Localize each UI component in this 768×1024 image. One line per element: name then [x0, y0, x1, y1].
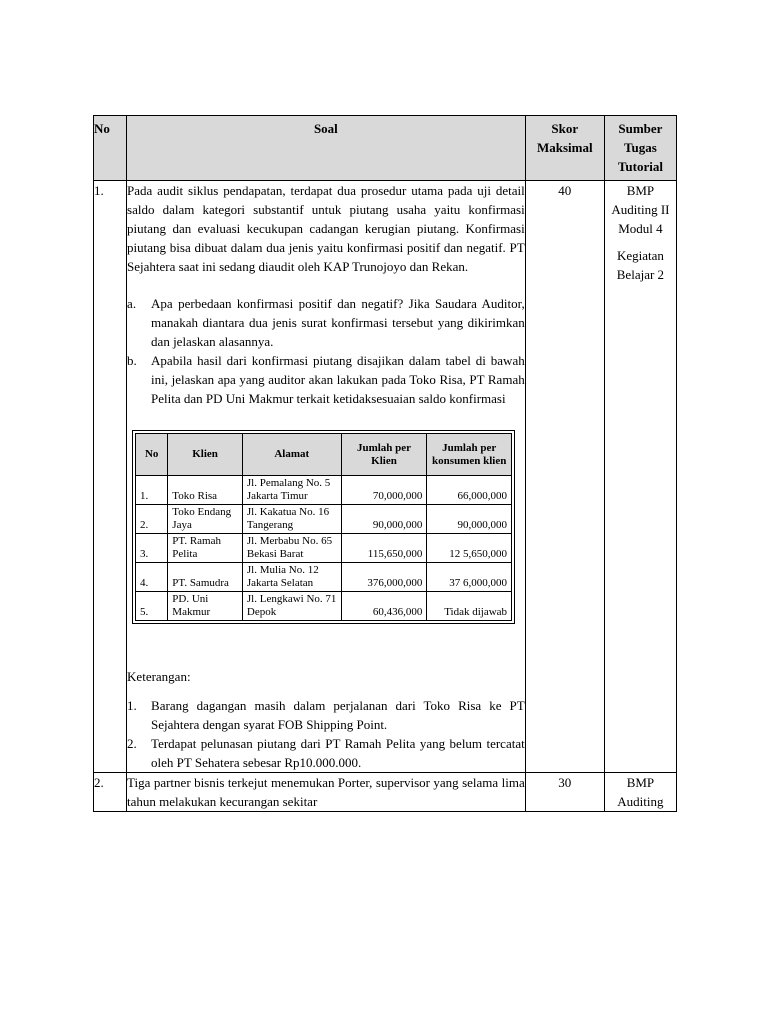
note-marker: 1. [127, 698, 137, 713]
col-klien: Klien [168, 434, 243, 476]
header-skor: Skor Maksimal [525, 116, 604, 181]
question-row-2 [94, 773, 677, 812]
row-jumlah-konsumen: 12 5,650,000 [427, 534, 512, 563]
row-jumlah-konsumen: 90,000,000 [427, 505, 512, 534]
col-alamat: Alamat [242, 434, 341, 476]
source-cell [604, 181, 676, 773]
assignment-table [93, 115, 677, 812]
question-number: 1. [94, 181, 127, 773]
note-text: Terdapat pelunasan piutang dari PT Ramah Pelita yang belum tercatat oleh PT Sehatera sebesar Rp10.000.000. [151, 736, 525, 770]
note-marker: 2. [127, 736, 137, 751]
row-jumlah-klien: 70,000,000 [341, 476, 427, 505]
sub-question-marker: b. [127, 353, 137, 368]
col-jumlah-konsumen: Jumlah per konsumen klien [427, 434, 512, 476]
question-number: 2. [94, 773, 127, 812]
row-alamat: Jl. Merbabu No. 65 Bekasi Barat [242, 534, 341, 563]
receivables-table-frame [132, 430, 515, 624]
table-row [136, 476, 512, 505]
sub-question-a [127, 294, 525, 351]
header-sumber: Sumber Tugas Tutorial [604, 116, 676, 181]
row-alamat: Jl. Pemalang No. 5 Jakarta Timur [242, 476, 341, 505]
notes-list [127, 696, 525, 772]
row-klien: Toko Endang Jaya [168, 505, 243, 534]
row-jumlah-klien: 376,000,000 [341, 563, 427, 592]
header-soal: Soal [127, 116, 526, 181]
row-no: 3. [136, 534, 168, 563]
source-activity: Kegiatan Belajar 2 [616, 248, 665, 282]
row-klien: Toko Risa [168, 476, 243, 505]
score-cell: 30 [525, 773, 604, 812]
row-jumlah-klien: 60,436,000 [341, 592, 427, 621]
table-row [136, 592, 512, 621]
table-row [136, 563, 512, 592]
row-no: 4. [136, 563, 168, 592]
header-row [94, 116, 677, 181]
sub-question-list [127, 294, 525, 408]
note-item [127, 696, 525, 734]
note-item [127, 734, 525, 772]
question-row-1 [94, 181, 677, 773]
question-intro: Tiga partner bisnis terkejut menemukan Porter, supervisor yang selama lima tahun melakukan kecurangan sekitar [127, 773, 526, 812]
row-alamat: Jl. Kakatua No. 16 Tangerang [242, 505, 341, 534]
notes-label: Keterangan: [127, 669, 191, 684]
col-jumlah-klien: Jumlah per Klien [341, 434, 427, 476]
sub-question-b [127, 351, 525, 408]
sub-question-text: Apa perbedaan konfirmasi positif dan negatif? Jika Saudara Auditor, manakah diantara dua jenis surat konfirmasi tersebut yang dikirimkan dan jelaskan alasannya. [151, 296, 525, 349]
source-text: BMP Auditing [604, 773, 676, 812]
row-klien: PT. Samudra [168, 563, 243, 592]
row-alamat: Jl. Lengkawi No. 71 Depok [242, 592, 341, 621]
row-jumlah-klien: 90,000,000 [341, 505, 427, 534]
question-content [127, 181, 526, 773]
row-jumlah-konsumen: Tidak dijawab [427, 592, 512, 621]
row-jumlah-konsumen: 37 6,000,000 [427, 563, 512, 592]
table-row [136, 505, 512, 534]
row-no: 5. [136, 592, 168, 621]
sub-question-text: Apabila hasil dari konfirmasi piutang disajikan dalam tabel di bawah ini, jelaskan apa yang auditor akan lakukan pada Toko Risa, PT Ramah Pelita dan PD Uni Makmur terkait ketidaksesuaian saldo konfirmasi [151, 353, 525, 406]
row-klien: PT. Ramah Pelita [168, 534, 243, 563]
table-row [136, 534, 512, 563]
header-no: No [94, 116, 127, 181]
row-klien: PD. Uni Makmur [168, 592, 243, 621]
row-alamat: Jl. Mulia No. 12 Jakarta Selatan [242, 563, 341, 592]
row-no: 2. [136, 505, 168, 534]
sub-question-marker: a. [127, 296, 137, 311]
score-cell: 40 [525, 181, 604, 773]
note-text: Barang dagangan masih dalam perjalanan dari Toko Risa ke PT Sejahtera dengan syarat FOB Shipping Point. [151, 698, 525, 732]
source-text: BMP Auditing II Modul 4 [611, 183, 670, 236]
row-jumlah-klien: 115,650,000 [341, 534, 427, 563]
receivables-table [135, 433, 512, 621]
question-intro: Pada audit siklus pendapatan, terdapat dua prosedur utama pada uji detail saldo dalam kategori substantif untuk piutang usaha yaitu konfirmasi piutang dan evaluasi kecukupan cadangan kerugian piutang. Konfirmasi piutang bisa dibuat dalam dua jenis yaitu konfirmasi positif dan negatif. PT Sejahtera saat ini sedang diaudit oleh KAP Trunojoyo dan Rekan. [127, 183, 525, 274]
col-no: No [136, 434, 168, 476]
row-jumlah-konsumen: 66,000,000 [427, 476, 512, 505]
receivables-header-row [136, 434, 512, 476]
row-no: 1. [136, 476, 168, 505]
